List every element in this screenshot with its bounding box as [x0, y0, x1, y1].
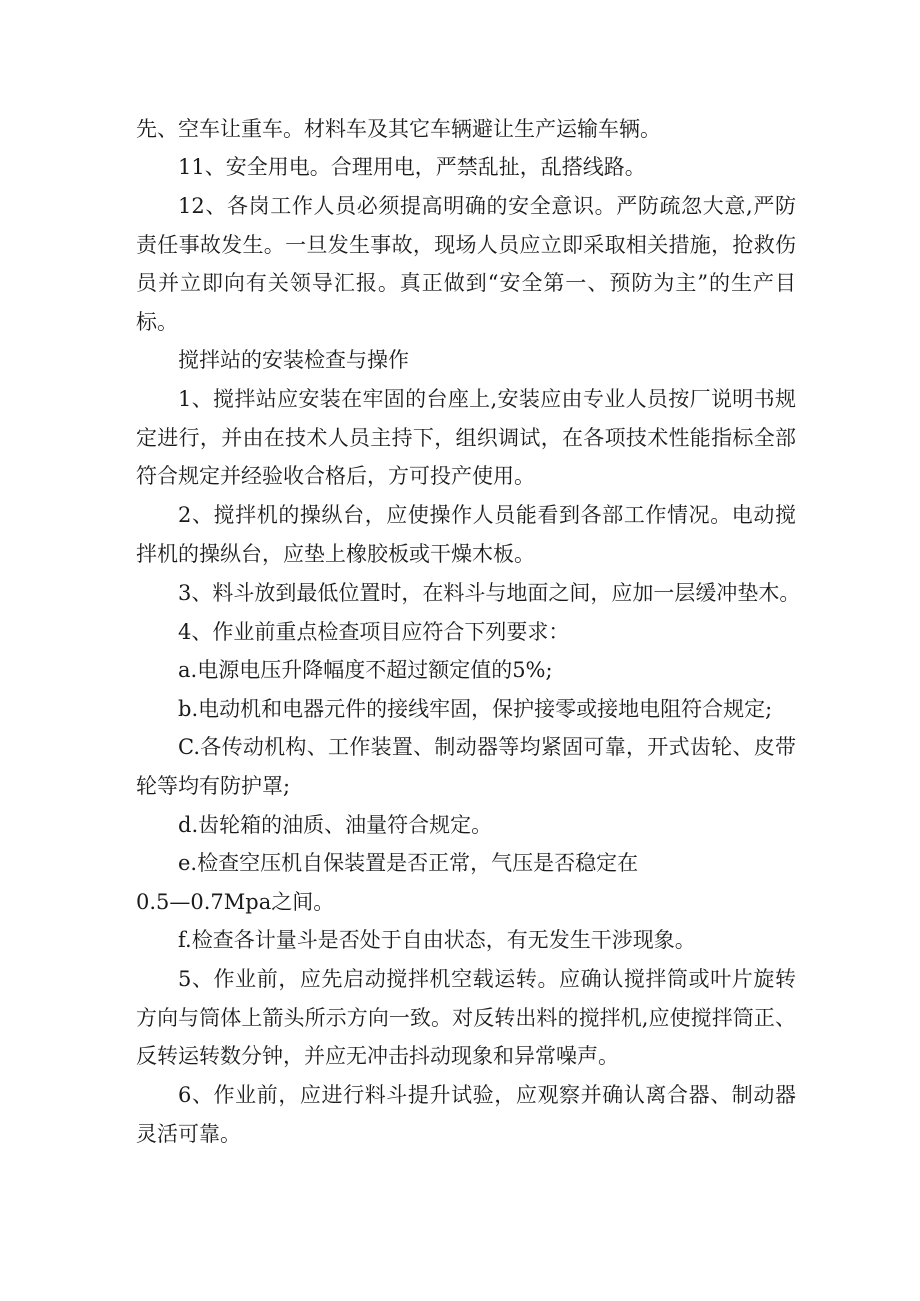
sub-item-e-continuation: 0.5—0.7Mpa之间。 — [136, 890, 335, 914]
section-heading: 搅拌站的安装检查与操作 — [178, 348, 409, 372]
paragraph-item-6: 6、作业前，应进行料斗提升试验，应观察并确认离合器、制动器灵活可靠。 — [136, 1083, 796, 1146]
sub-item-f: f.检查各计量斗是否处于自由状态，有无发生干涉现象。 — [178, 928, 696, 952]
sub-item-a: a.电源电压升降幅度不超过额定值的5%; — [178, 658, 553, 682]
paragraph-item-11: 11、安全用电。合理用电，严禁乱扯，乱搭线路。 — [178, 155, 646, 179]
sub-item-b: b.电动机和电器元件的接线牢固，保护接零或接地电阻符合规定; — [178, 697, 773, 721]
paragraph-item-4: 4、作业前重点检查项目应符合下列要求： — [178, 620, 570, 644]
paragraph-item-2: 2、搅拌机的操纵台，应使操作人员能看到各部工作情况。电动搅拌机的操纵台，应垫上橡胶板或干燥木板。 — [136, 503, 796, 566]
sub-item-c: C.各传动机构、工作装置、制动器等均紧固可靠，开式齿轮、皮带轮等均有防护罩; — [136, 735, 796, 798]
paragraph-item-3: 3、料斗放到最低位置时，在料斗与地面之间，应加一层缓冲垫木。 — [178, 581, 801, 605]
sub-item-d: d.齿轮箱的油质、油量符合规定。 — [178, 813, 493, 837]
paragraph-item-12: 12、各岗工作人员必须提高明确的安全意识。严防疏忽大意,严防责任事故发生。一旦发生事故，现场人员应立即采取相关措施，抢救伤员并立即向有关领导汇报。真正做到“安全第一、预防为主”的生产目标。 — [136, 194, 796, 334]
paragraph-item-5: 5、作业前，应先启动搅拌机空载运转。应确认搅拌筒或叶片旋转方向与筒体上箭头所示方向一致。对反转出料的搅拌机,应使搅拌筒正、反转运转数分钟，并应无冲击抖动现象和异常噪声。 — [136, 967, 796, 1068]
paragraph-continuation: 先、空车让重车。材料车及其它车辆避让生产运输车辆。 — [136, 117, 661, 141]
paragraph-item-1: 1、搅拌站应安装在牢固的台座上,安装应由专业人员按厂说明书规定进行，并由在技术人员主持下，组织调试，在各项技术性能指标全部符合规定并经验收合格后，方可投产使用。 — [136, 387, 796, 488]
sub-item-e: e.检查空压机自保装置是否正常，气压是否稳定在 — [178, 851, 639, 875]
